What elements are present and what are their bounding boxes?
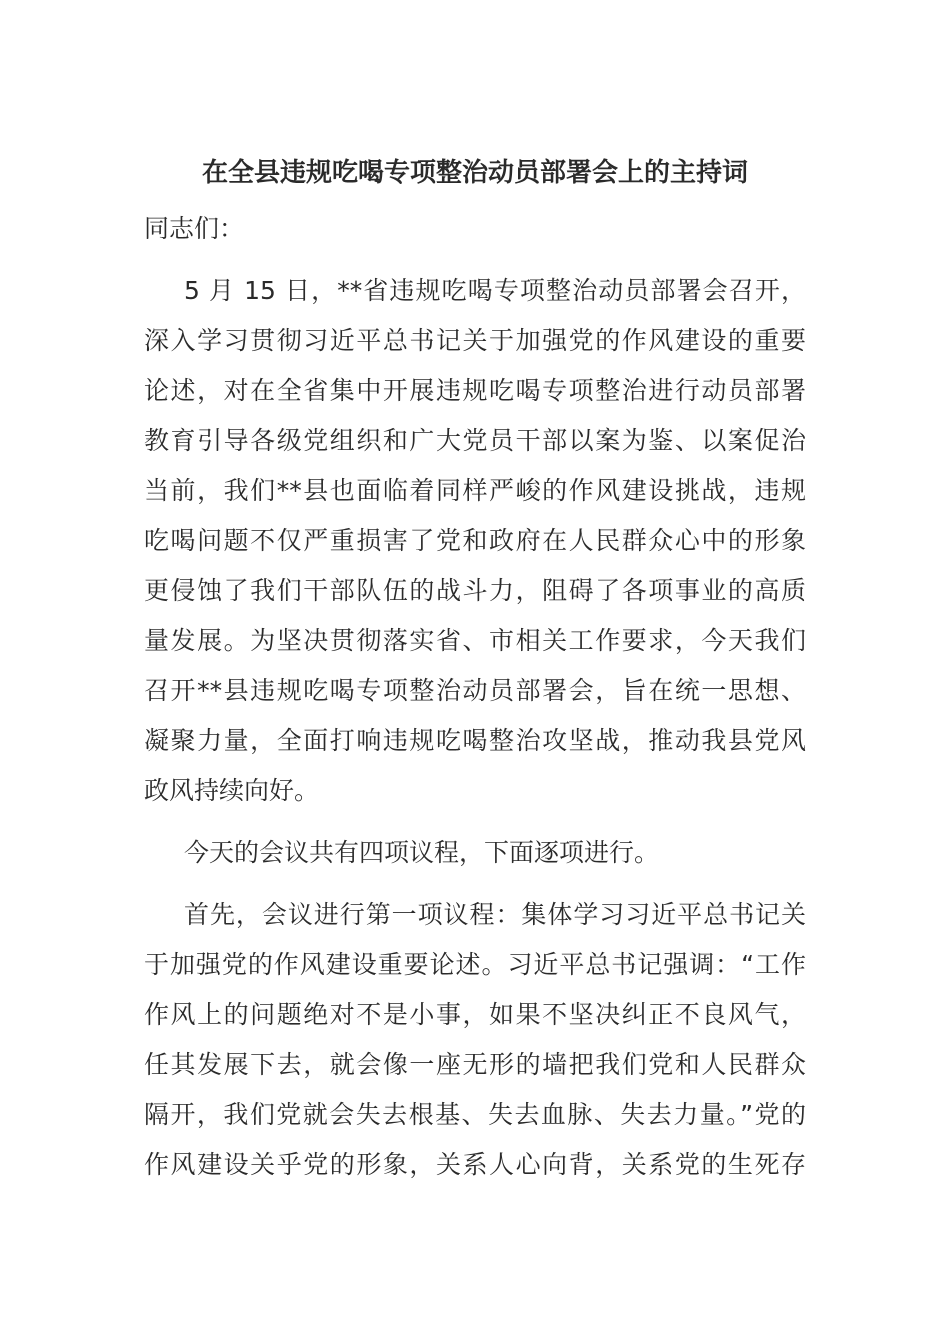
paragraph-line: 隔开，我们党就会失去根基、失去血脉、失去力量。”党的 xyxy=(144,1100,806,1129)
salutation: 同志们： xyxy=(144,214,245,243)
paragraph-line: 首先，会议进行第一项议程：集体学习习近平总书记关 xyxy=(184,900,806,929)
paragraph-line: 论述，对在全省集中开展违规吃喝专项整治进行动员部署 xyxy=(144,376,806,405)
paragraph-line: 深入学习贯彻习近平总书记关于加强党的作风建设的重要 xyxy=(144,326,806,355)
paragraph-line: 5 月 15 日，**省违规吃喝专项整治动员部署会召开， xyxy=(184,276,806,305)
paragraph-line: 量发展。为坚决贯彻落实省、市相关工作要求，今天我们 xyxy=(144,626,806,655)
document-page xyxy=(144,150,806,1202)
paragraph-line: 今天的会议共有四项议程，下面逐项进行。 xyxy=(184,838,660,867)
document-title: 在全县违规吃喝专项整治动员部署会上的主持词 xyxy=(201,158,748,188)
paragraph-line: 教育引导各级党组织和广大党员干部以案为鉴、以案促治 xyxy=(144,426,806,455)
paragraph-line: 作风上的问题绝对不是小事，如果不坚决纠正不良风气， xyxy=(144,1000,806,1029)
paragraph-line: 于加强党的作风建设重要论述。习近平总书记强调：“工作 xyxy=(144,950,806,979)
paragraph-line: 召开**县违规吃喝专项整治动员部署会，旨在统一思想、 xyxy=(144,676,806,705)
paragraph-line: 吃喝问题不仅严重损害了党和政府在人民群众心中的形象 xyxy=(144,526,806,555)
paragraph-line: 任其发展下去，就会像一座无形的墙把我们党和人民群众 xyxy=(144,1050,806,1079)
paragraph-line: 凝聚力量，全面打响违规吃喝整治攻坚战，推动我县党风 xyxy=(144,726,806,755)
paragraph-3 xyxy=(144,890,806,1190)
paragraph-line: 作风建设关乎党的形象，关系人心向背，关系党的生死存 xyxy=(144,1150,806,1179)
paragraph-2 xyxy=(144,828,806,878)
paragraph-line: 更侵蚀了我们干部队伍的战斗力，阻碍了各项事业的高质 xyxy=(144,576,806,605)
paragraph-line: 当前，我们**县也面临着同样严峻的作风建设挑战，违规 xyxy=(144,476,806,505)
paragraph-1 xyxy=(144,266,806,816)
paragraph-line: 政风持续向好。 xyxy=(144,776,320,805)
